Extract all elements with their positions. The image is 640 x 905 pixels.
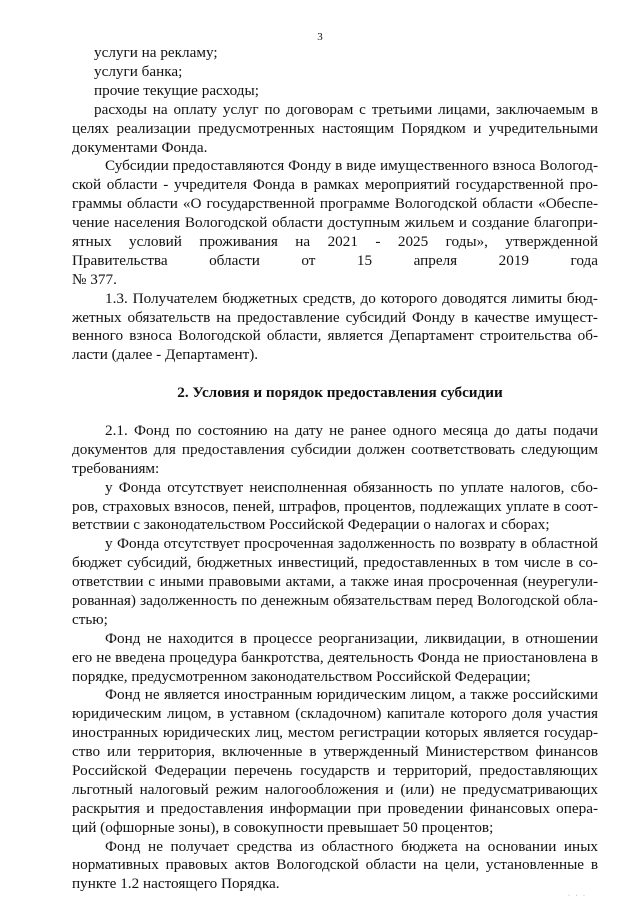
text-line: целях реализации предусмотренных настоящим Порядком и учредительными (72, 119, 598, 137)
page-number: 3 (317, 31, 323, 43)
text-line: ров, страховых взносов, пеней, штрафов, процентов, подлежащих уплате в соот- (72, 497, 598, 515)
text-line: Фонд не является иностранным юридическим лицом, а также российскими (105, 686, 598, 704)
text-line: ций (офшорные зоны), в совокупности превышает 50 процентов; (72, 818, 494, 836)
text-line: порядке, предусмотренном законодательством Российской Федерации; (72, 667, 531, 685)
text-line: Фонд не получает средства из областного бюджета на основании иных (105, 837, 598, 855)
text-line: его не введена процедура банкротства, деятельность Фонда не приостановлена в (72, 648, 598, 666)
text-line: Фонд не находится в процессе реорганизации, ликвидации, в отношении (105, 629, 598, 647)
text-line: услуги банка; (94, 62, 183, 80)
text-line: ятных условий проживания на 2021 - 2025 годы», утвержденной (72, 232, 598, 250)
text-line: требованиям: (72, 459, 160, 477)
text-line: Правительства области от 15 апреля 2019 года (72, 251, 598, 269)
text-line: льготный налоговый режим налогообложения и (или) не предусматривающих (72, 780, 598, 798)
scan-mark: · · · (568, 893, 587, 899)
text-line: расходы на оплату услуг по договорам с третьими лицами, заключаемым в (94, 100, 598, 118)
text-line: прочие текущие расходы; (94, 81, 259, 99)
text-line: бюджет субсидий, бюджетных инвестиций, предоставленных в том числе в со- (72, 554, 598, 572)
text-line: юридическим лицом, в уставном (складочном) капитале которого доля участия (72, 705, 598, 723)
section-heading: 2. Условия и порядок предоставления субсидии (177, 384, 503, 402)
text-line: № 377. (72, 270, 117, 288)
text-line: иностранных юридических лиц, местом регистрации которых является государ- (72, 724, 598, 742)
text-line: рованная) задолженность по денежным обязательствам перед Вологодской обла- (72, 591, 598, 609)
text-line: Российской Федерации перечень государств и территорий, предоставляющих (72, 762, 598, 780)
document-body (72, 44, 598, 894)
text-line: ласти (далее - Департамент). (72, 346, 259, 364)
text-line: ответствии с иными правовыми актами, а также иная просроченная (неурегули- (72, 573, 598, 591)
text-line: жетных обязательств на предоставление субсидий Фонду в качестве имущест- (72, 308, 598, 326)
text-line: 2.1. Фонд по состоянию на дату не ранее одного месяца до даты подачи (105, 421, 598, 439)
text-line: ство или территория, включенные в утвержденный Министерством финансов (72, 743, 598, 761)
text-line: у Фонда отсутствует просроченная задолженность по возврату в областной (105, 535, 598, 553)
text-line: ветствии с законодательством Российской Федерации о налогах и сборах; (72, 516, 550, 534)
text-line: венного взноса Вологодской области, является Департамент строительства об- (72, 327, 598, 345)
text-line: ской области - учредителя Фонда в рамках мероприятий государственной про- (72, 176, 598, 194)
text-line: раскрытия и предоставления информации при проведении финансовых опера- (72, 799, 598, 817)
text-line: услуги на рекламу; (94, 44, 218, 61)
text-line: 1.3. Получателем бюджетных средств, до которого доводятся лимиты бюд- (105, 289, 598, 307)
text-line: Субсидии предоставляются Фонду в виде имущественного взноса Вологод- (105, 157, 598, 175)
text-line: стью; (72, 610, 108, 628)
text-line: граммы области «О государственной программе Вологодской области «Обеспе- (72, 195, 598, 213)
text-line: пункте 1.2 настоящего Порядка. (72, 875, 280, 893)
text-line: документов для предоставления субсидии должен соответствовать следующим (72, 440, 598, 458)
text-line: у Фонда отсутствует неисполненная обязанность по уплате налогов, сбо- (105, 478, 598, 496)
text-line: нормативных правовых актов Вологодской области на цели, установленные в (72, 856, 598, 874)
text-line: документами Фонда. (72, 138, 208, 156)
text-line: чение населения Вологодской области доступным жильем и создание благопри- (72, 214, 598, 232)
